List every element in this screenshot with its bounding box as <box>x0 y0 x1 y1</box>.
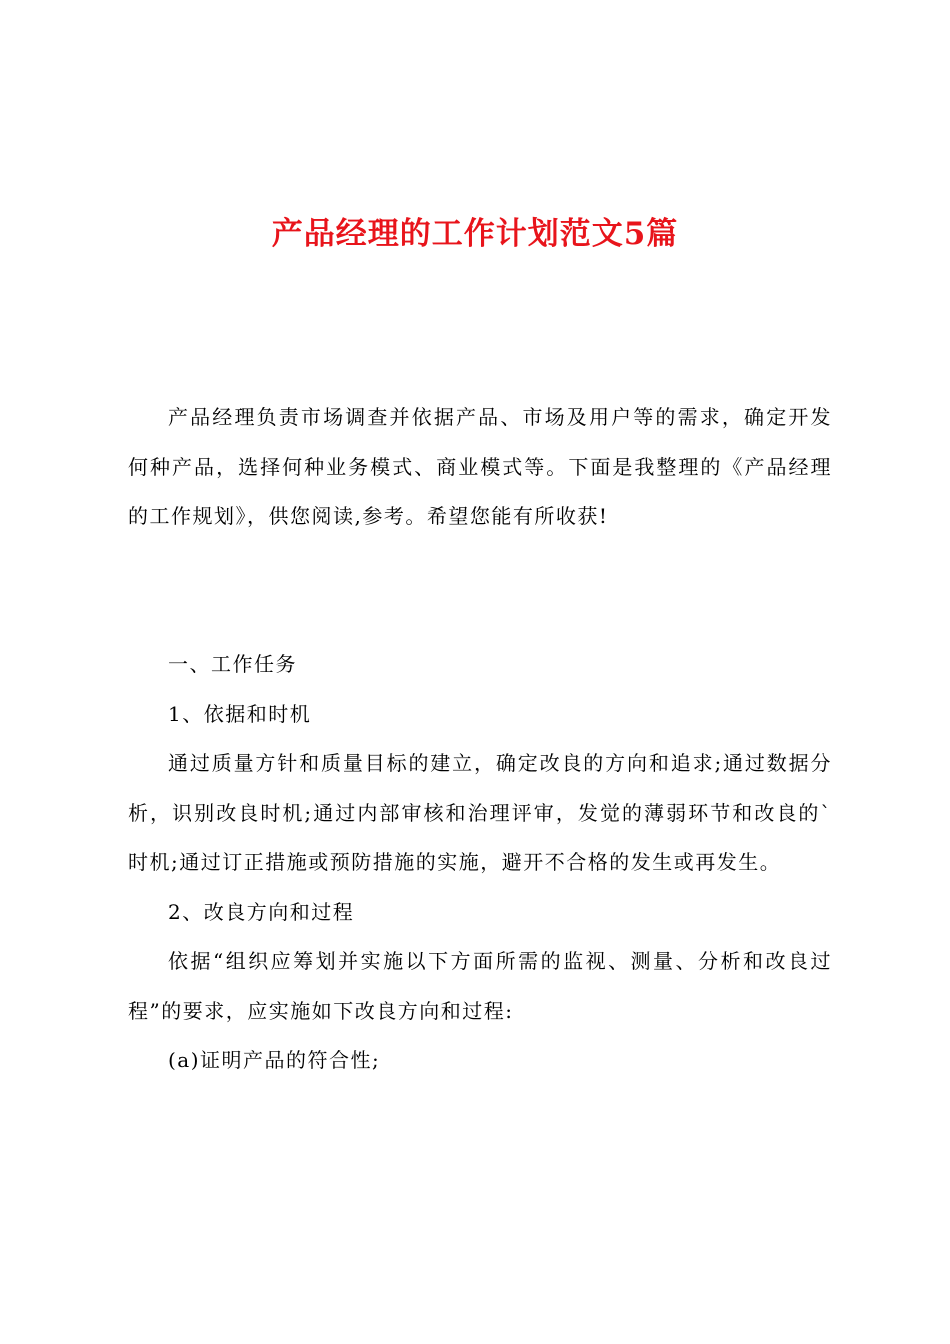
content-section <box>128 640 832 1086</box>
subheading-basis-and-timing: 1、依据和时机 <box>168 701 312 726</box>
intro-section <box>128 393 832 542</box>
paragraph-improvement-direction: 依据“组织应筹划并实施以下方面所需的监视、测量、分析和改良过程”的要求，应实施如下改良方向和过程: <box>128 949 832 1023</box>
paragraph-basis-and-timing: 通过质量方针和质量目标的建立，确定改良的方向和追求;通过数据分析，识别改良时机;通过内部审核和治理评审，发觉的薄弱环节和改良的`时机;通过订正措施或预防措施的实施，避开不合格的发生或再发生。 <box>128 751 832 874</box>
section-heading-work-tasks: 一、工作任务 <box>168 652 297 676</box>
document-title: 产品经理的工作计划范文5篇 <box>271 216 679 252</box>
list-item-a: (a)证明产品的符合性; <box>168 1048 381 1072</box>
subheading-improvement-direction: 2、改良方向和过程 <box>168 899 355 924</box>
intro-paragraph: 产品经理负责市场调查并依据产品、市场及用户等的需求，确定开发何种产品，选择何种业务模式、商业模式等。下面是我整理的《产品经理的工作规划》，供您阅读,参考。希望您能有所收获! <box>128 405 832 528</box>
